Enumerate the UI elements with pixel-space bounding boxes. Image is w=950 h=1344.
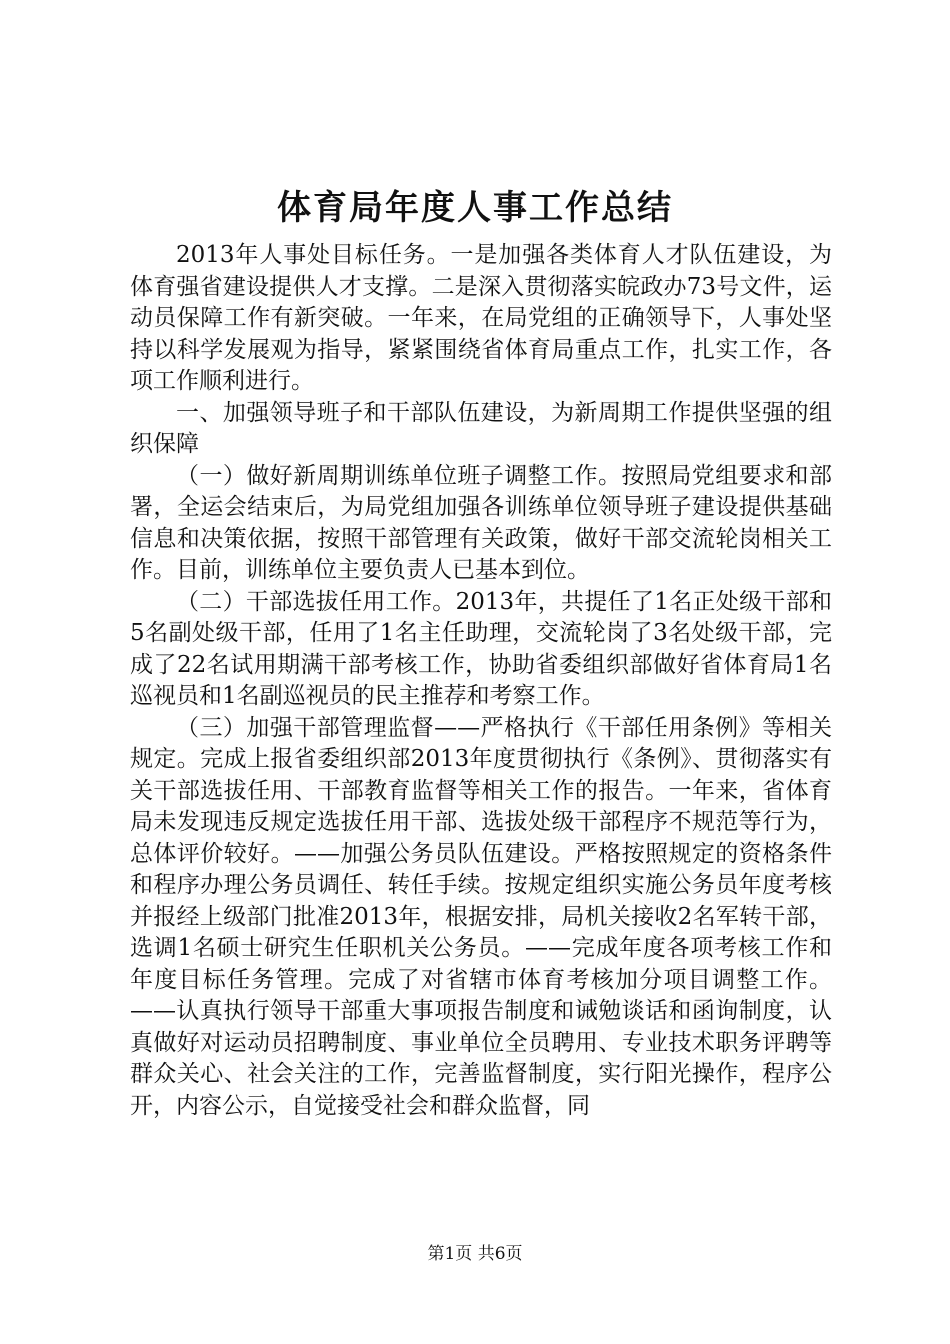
section-heading-1: 一、加强领导班子和干部队伍建设，为新周期工作提供坚强的组织保障 [130,399,832,457]
paragraph-sub-3: （三）加强干部管理监督——严格执行《干部任用条例》等相关规定。完成上报省委组织部2013年度贯彻执行《条例》、贯彻落实有关干部选拔任用、干部教育监督等相关工作的报告。一年来，省体育局未发现违反规定选拔任用干部、选拔处级干部程序不规范等行为，总体评价较好。——加强公务员队伍建设。严格按照规定的资格条件和程序办理公务员调任、转任手续。按规定组织实施公务员年度考核并报经上级部门批准2013年，根据安排，局机关接收2名军转干部，选调1名硕士研究生任职机关公务员。——完成年度各项考核工作和年度目标任务管理。完成了对省辖市体育考核加分项目调整工作。——认真执行领导干部重大事项报告制度和诫勉谈话和函询制度，认真做好对运动员招聘制度、事业单位全员聘用、专业技术职务评聘等群众关心、社会关注的工作，完善监督制度，实行阳光操作，程序公开，内容公示，自觉接受社会和群众监督，同 [130,714,832,1119]
paragraph-sub-1: （一）做好新周期训练单位班子调整工作。按照局党组要求和部署，全运会结束后，为局党组加强各训练单位领导班子建设提供基础信息和决策依据，按照干部管理有关政策，做好干部交流轮岗相关工作。目前，训练单位主要负责人已基本到位。 [130,462,832,583]
page-title: 体育局年度人事工作总结 [277,188,673,228]
paragraph-sub-2: （二）干部选拔任用工作。2013年，共提任了1名正处级干部和5名副处级干部，任用了1名主任助理，交流轮岗了3名处级干部，完成了22名试用期满干部考核工作，协助省委组织部做好省体育局1名巡视员和1名副巡视员的民主推荐和考察工作。 [130,588,832,709]
document-body [130,240,832,1122]
paragraph-intro: 2013年人事处目标任务。一是加强各类体育人才队伍建设，为体育强省建设提供人才支撑。二是深入贯彻落实皖政办73号文件，运动员保障工作有新突破。一年来，在局党组的正确领导下，人事处坚持以科学发展观为指导，紧紧围绕省体育局重点工作，扎实工作，各项工作顺利进行。 [130,242,832,394]
page-footer: 第1页 共6页 [427,1244,523,1264]
